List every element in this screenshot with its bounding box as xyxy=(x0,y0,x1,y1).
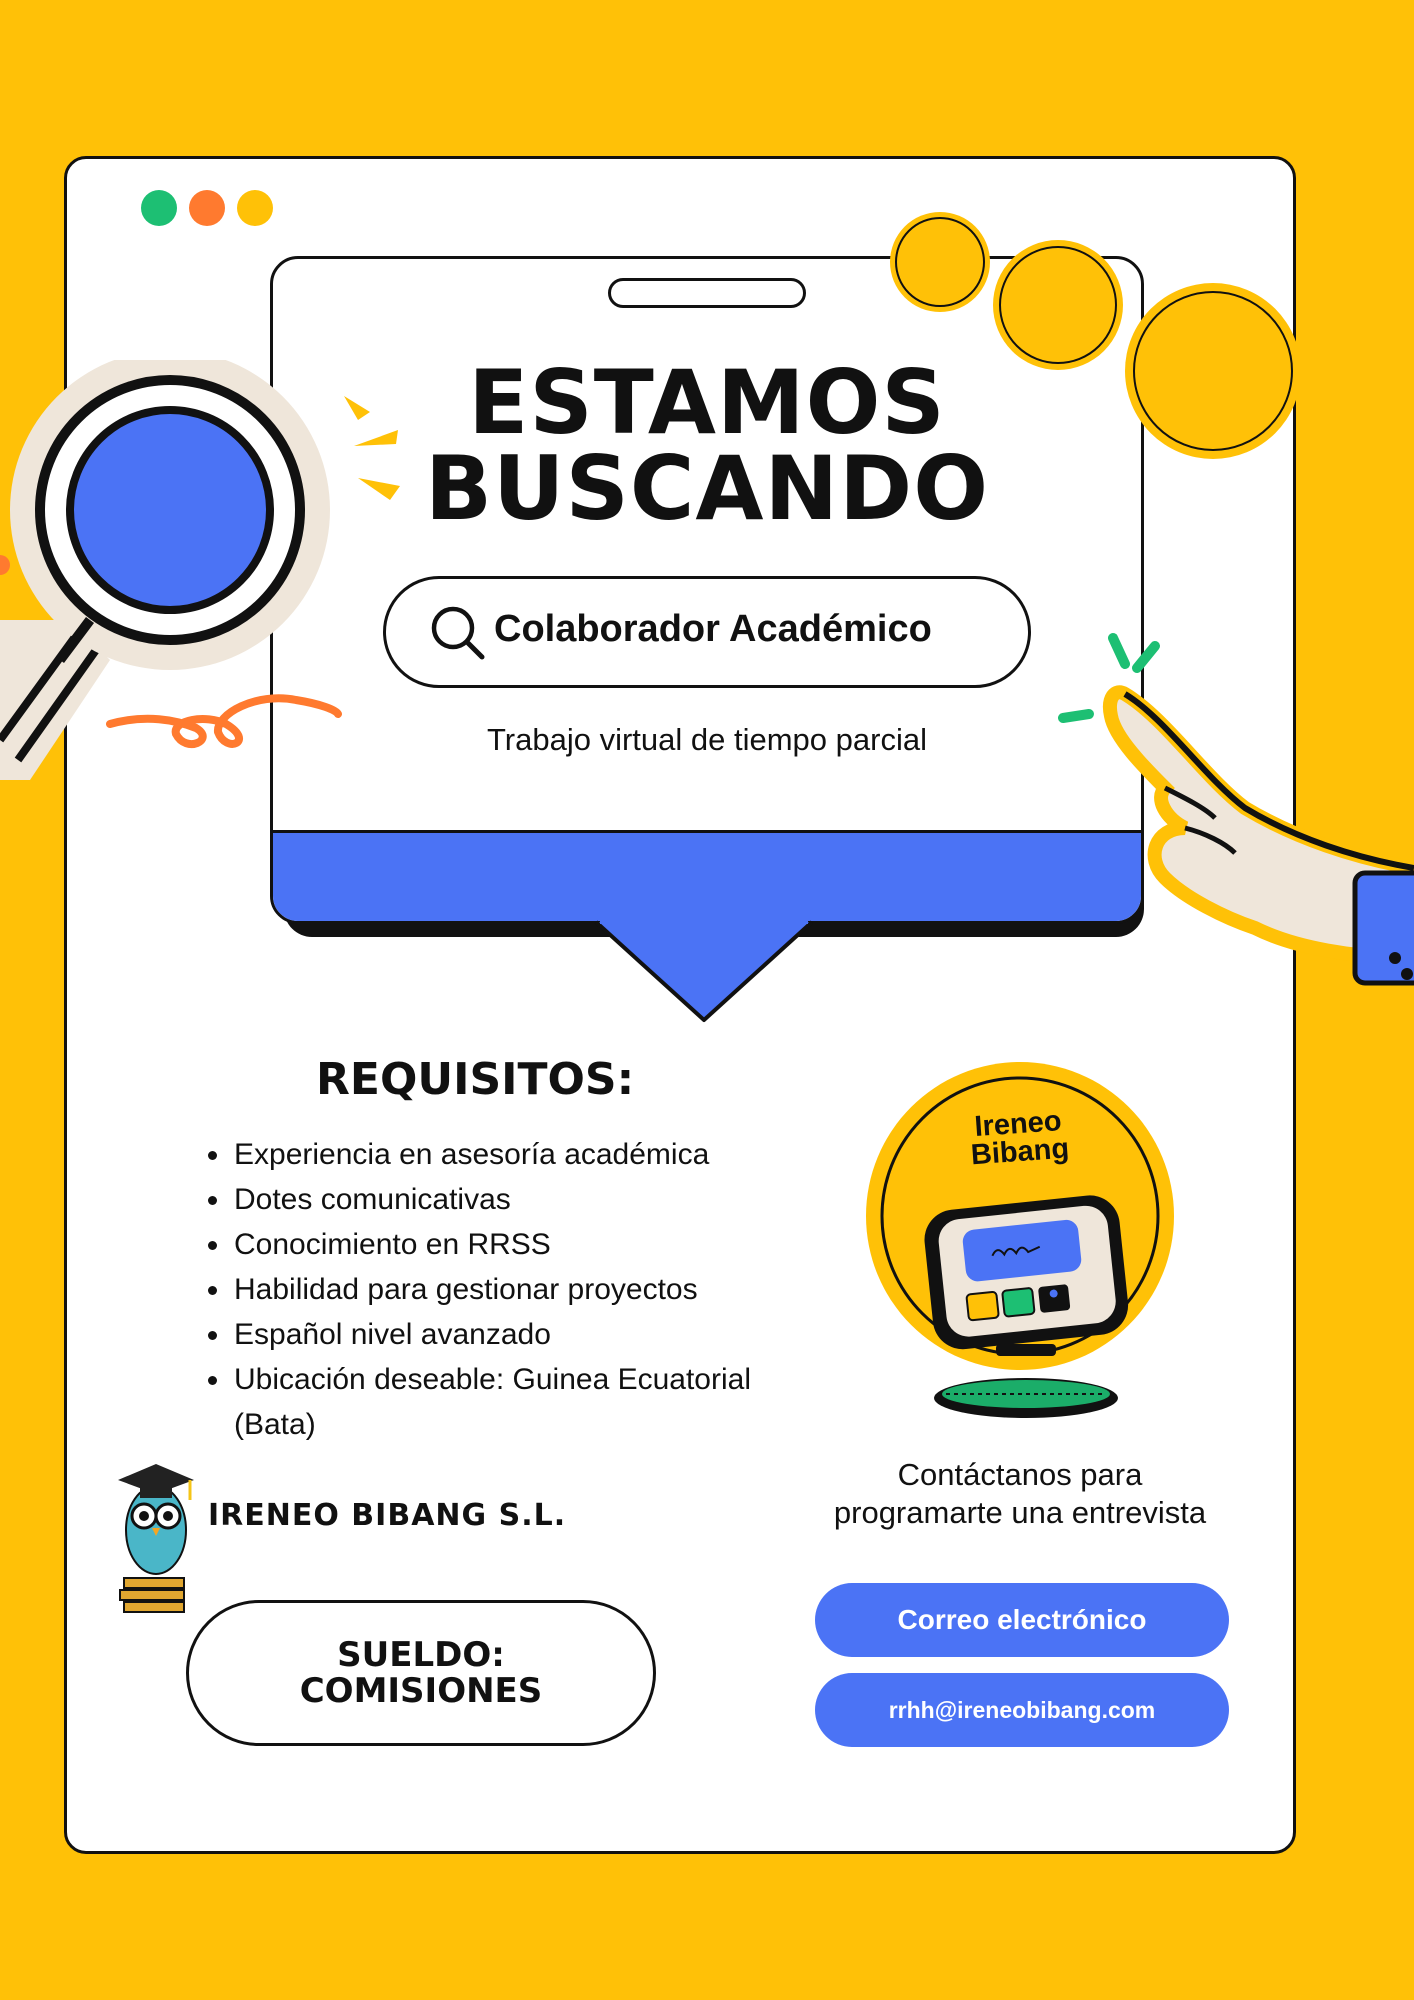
window-dot-yellow xyxy=(237,190,273,226)
headline xyxy=(300,351,1114,540)
pointing-hand-icon xyxy=(1055,628,1414,1048)
salary-badge xyxy=(186,1600,656,1746)
sparkle-lines-left xyxy=(330,390,410,510)
headline-line-1: ESTAMOS xyxy=(468,351,946,454)
panel-blue-band xyxy=(273,830,1141,921)
window-dot-orange xyxy=(189,190,225,226)
logo-badge-line-1: Ireneo xyxy=(973,1105,1063,1144)
requirements-list xyxy=(190,1132,800,1447)
contact-line-2: programarte una entrevista xyxy=(833,1495,1207,1530)
company-name: IRENEO BIBANG S.L. xyxy=(208,1498,567,1533)
logo-badge-text xyxy=(942,1105,1096,1171)
requirement-item: • Dotes comunicativas xyxy=(232,1177,800,1222)
requirement-item: • Conocimiento en RRSS xyxy=(232,1222,800,1267)
email-label-text: Correo electrónico xyxy=(897,1604,1147,1635)
owl-graduate-icon xyxy=(114,1458,198,1618)
requirement-item: • Ubicación deseable: Guinea Ecuatorial (Bata) xyxy=(232,1357,800,1447)
email-address-button[interactable] xyxy=(815,1673,1229,1747)
salary-value: COMISIONES xyxy=(299,1671,543,1711)
orange-squiggle xyxy=(106,684,346,754)
headline-line-2: BUSCANDO xyxy=(424,437,990,540)
contact-text xyxy=(790,1456,1250,1532)
contact-line-1: Contáctanos para xyxy=(897,1457,1143,1492)
requirements-title: REQUISITOS: xyxy=(316,1054,635,1105)
requirement-item: • Español nivel avanzado xyxy=(232,1312,800,1357)
job-subtitle: Trabajo virtual de tiempo parcial xyxy=(487,722,927,757)
search-icon xyxy=(428,603,486,661)
requirement-item: • Habilidad para gestionar proyectos xyxy=(232,1267,800,1312)
logo-badge-line-2: Bibang xyxy=(969,1132,1071,1172)
search-value: Colaborador Académico xyxy=(494,608,932,650)
panel-notch-pill xyxy=(608,278,806,308)
speech-pointer xyxy=(586,916,826,1028)
email-label-button[interactable] xyxy=(815,1583,1229,1657)
requirement-item: • Experiencia en asesoría académica xyxy=(232,1132,800,1177)
email-address-text: rrhh@ireneobibang.com xyxy=(888,1696,1156,1723)
salary-label: SUELDO: xyxy=(337,1635,505,1675)
window-dot-green xyxy=(141,190,177,226)
